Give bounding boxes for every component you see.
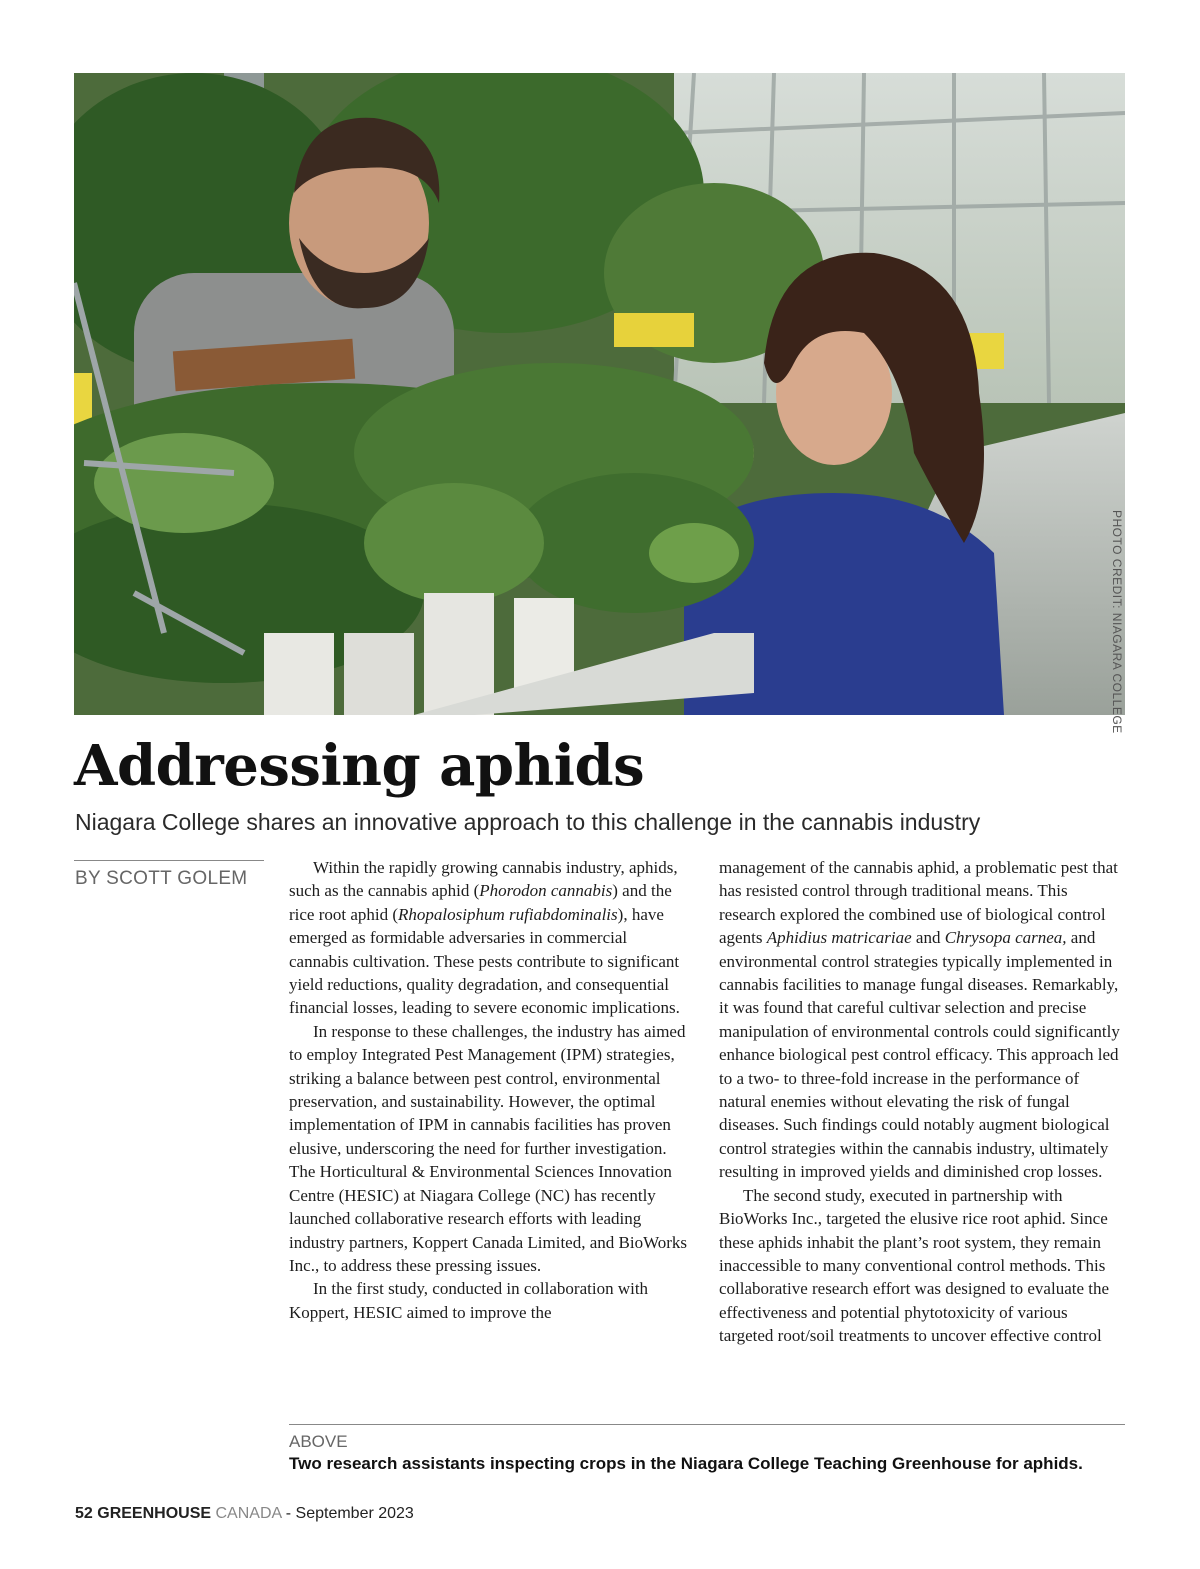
species-name: Chrysopa carnea, [944,928,1067,948]
photo-credit: PHOTO CREDIT: NIAGARA COLLEGE [1110,510,1124,734]
species-name: Rhopalosiphum rufiabdominalis [398,904,618,924]
byline-rule [74,860,264,861]
species-name: Phorodon cannabis [479,881,613,901]
headline: Addressing aphids [74,733,645,799]
species-name: Aphidius matricariae [766,928,912,948]
caption-text: Two research assistants inspecting crops in the Niagara College Teaching Greenhouse for aphids. [289,1454,1083,1473]
caption-label: ABOVE [289,1432,348,1451]
deck: Niagara College shares an innovative approach to this challenge in the cannabis industry [75,809,981,835]
paragraph: management of the cannabis aphid, a problematic pest that has resisted control through traditional means. This research explored the combined use of biological control agents Aphidius matricariae and Chrysopa carnea, and environmental control strategies typically implemented in cannabis facilities to manage fungal diseases. Remarkably, it was found that careful cultivar selection and precise manipulation of environmental controls could significantly enhance biological pest control efficacy. This approach led to a two- to three-fold increase in the performance of natural enemies without elevating the risk of fungal diseases. Such findings could notably augment biological control strategies within the cannabis industry, ultimately resulting in improved yields and diminished crop losses. [719,858,1120,1182]
paragraph: The second study, executed in partnership with BioWorks Inc., targeted the elusive rice root aphid. Since these aphids inhabit the plant’s root system, they remain inaccessible to many conventional control methods. This collaborative research effort was designed to evaluate the effectiveness and potential phytotoxicity of various targeted root/soil treatments to uncover effective control [719,1185,1110,1346]
page-folio [75,1505,414,1523]
issue-date: - September 2023 [285,1505,414,1522]
byline: BY SCOTT GOLEM [75,868,248,889]
magazine-name-light: CANADA [215,1505,282,1522]
magazine-name: GREENHOUSE [97,1505,212,1522]
paragraph: Within the rapidly growing cannabis industry, aphids, such as the cannabis aphid (Phorodon cannabis) and the rice root aphid (Rhopalosiphum rufiabdominalis), have emerged as formidable adversaries in commercial cannabis cultivation. These pests contribute to significant yield reductions, quality degradation, and consequential financial losses, leading to severe economic implications. [289,858,680,1018]
page-number: 52 [75,1505,93,1522]
column-1 [289,856,689,1324]
greenhouse-photo-icon [74,73,1125,715]
paragraph: In the first study, conducted in collaboration with Koppert, HESIC aimed to improve the [289,1279,649,1322]
hero-photo [74,73,1125,715]
paragraph: In response to these challenges, the industry has aimed to employ Integrated Pest Management (IPM) strategies, striking a balance between pest control, environmental preservation, and sustainability. However, the optimal implementation of IPM in cannabis facilities has proven elusive, underscoring the need for further investigation. The Horticultural & Environmental Sciences Innovation Centre (HESIC) at Niagara College (NC) has recently launched collaborative research efforts with leading industry partners, Koppert Canada Limited, and BioWorks Inc., to address these pressing issues. [289,1021,688,1275]
column-2 [719,856,1125,1348]
caption-rule [289,1424,1125,1425]
